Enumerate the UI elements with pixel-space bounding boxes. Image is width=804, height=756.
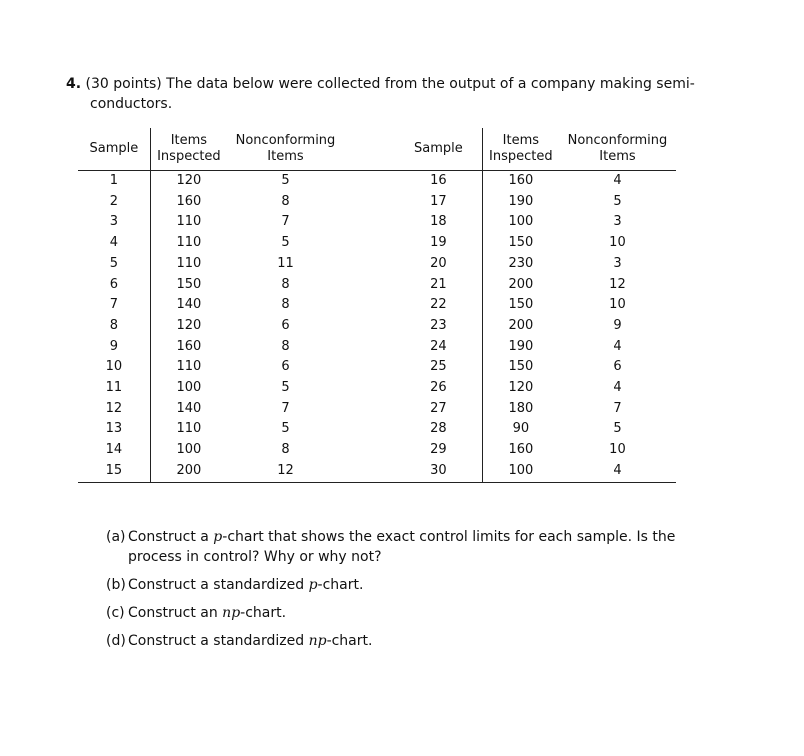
math-variable: p [213,529,223,545]
sample-cell: 11 [78,378,150,399]
items-inspected-cell: 150 [508,235,534,251]
sample-cell: 8 [78,316,150,337]
nonconforming-cell: 12 [609,276,626,292]
sample-cell: 24 [395,337,482,358]
sample-cell: 17 [395,192,482,213]
items-inspected-cell: 200 [508,276,534,292]
gap-cell [344,275,395,296]
gap-cell [344,461,395,482]
items-inspected-cell: 190 [508,338,534,354]
nonconforming-cell: 3 [613,214,622,230]
part-text: Construct a p-chart that shows the exact control limits for each sample. Is the process in control? Why or why not? [128,529,676,565]
nonconforming-cell: 7 [281,400,290,416]
table-row [78,357,676,378]
nonconforming-cell: 8 [281,276,290,292]
items-inspected-cell: 140 [176,297,202,313]
nonconforming-cell: 4 [559,461,676,482]
nonconforming-cell: 3 [613,255,622,271]
sample-cell: 2 [78,192,150,213]
sample-cell: 16 [395,171,482,192]
items-inspected-cell: 230 [508,255,534,271]
gap-cell [344,419,395,440]
gap-cell [344,316,395,337]
items-inspected-cell: 150 [508,297,534,313]
sample-cell: 20 [395,254,482,275]
items-inspected-cell: 110 [176,359,202,375]
nonconforming-cell: 5 [613,193,622,209]
nonconforming-cell: 10 [609,235,626,251]
items-inspected-cell: 160 [176,338,202,354]
header-items-inspected-2: Items Inspected [482,128,559,171]
nonconforming-cell: 8 [281,442,290,458]
part-text: Construct an np-chart. [128,605,287,621]
nonconforming-cell: 5 [281,173,290,188]
problem-number: 4. [66,76,82,92]
question-part [106,603,716,623]
math-variable: p [308,577,318,593]
header-items-inspected-1: Items Inspected [150,128,227,171]
sample-cell: 18 [395,212,482,233]
sample-cell: 21 [395,275,482,296]
question-part [106,527,716,567]
table-row [78,295,676,316]
gap-cell [344,337,395,358]
sample-cell: 13 [78,419,150,440]
sample-cell: 26 [395,378,482,399]
items-inspected-cell: 100 [482,461,559,482]
sample-cell: 1 [78,171,150,192]
sample-cell: 27 [395,399,482,420]
header-nonconforming-1: Nonconforming Items [227,128,344,171]
items-inspected-cell: 150 [508,359,534,375]
table-row [78,337,676,358]
problem-intro-line1: (30 points) The data below were collected from the output of a company making semi- [85,76,695,92]
nonconforming-cell: 5 [281,421,290,437]
nonconforming-cell: 7 [613,400,622,416]
nonconforming-cell: 6 [281,317,290,333]
nonconforming-cell: 8 [281,297,290,313]
nonconforming-cell: 12 [227,461,344,482]
items-inspected-cell: 100 [176,442,202,458]
nonconforming-cell: 10 [609,297,626,313]
items-inspected-cell: 110 [176,235,202,251]
sample-cell: 5 [78,254,150,275]
table-row [78,254,676,275]
gap-cell [344,378,395,399]
table-row [78,461,676,482]
sample-cell: 25 [395,357,482,378]
nonconforming-cell: 9 [613,317,622,333]
table-row [78,378,676,399]
gap-cell [344,295,395,316]
gap-cell [344,171,395,192]
nonconforming-cell: 10 [609,442,626,458]
table-row [78,399,676,420]
items-inspected-cell: 160 [176,193,202,209]
sample-cell: 15 [78,461,150,482]
sample-cell: 7 [78,295,150,316]
sample-cell: 29 [395,440,482,461]
gap-cell [344,212,395,233]
part-label: (a) [106,529,126,545]
table-header-row [78,128,676,171]
gap-cell [344,192,395,213]
part-text: Construct a standardized np-chart. [128,633,373,649]
question-part [106,631,716,651]
table-row [78,212,676,233]
nonconforming-cell: 8 [281,193,290,209]
sample-cell: 4 [78,233,150,254]
problem-statement [66,74,726,114]
items-inspected-cell: 160 [508,442,534,458]
items-inspected-cell: 120 [176,173,202,188]
sample-cell: 28 [395,419,482,440]
nonconforming-cell: 11 [277,255,294,271]
part-text: Construct a standardized p-chart. [128,577,364,593]
items-inspected-cell: 100 [176,380,202,396]
gap-cell [344,357,395,378]
problem-intro-line2: conductors. [90,96,173,112]
math-variable: np [308,633,327,649]
items-inspected-cell: 110 [176,214,202,230]
header-sample-2: Sample [395,128,482,171]
table-row [78,233,676,254]
sample-cell: 14 [78,440,150,461]
items-inspected-cell: 150 [176,276,202,292]
sample-cell: 23 [395,316,482,337]
sample-cell: 10 [78,357,150,378]
nonconforming-cell: 4 [613,338,622,354]
table-row [78,316,676,337]
nonconforming-cell: 4 [613,380,622,396]
items-inspected-cell: 160 [508,173,534,188]
gap-cell [344,233,395,254]
table-row [78,440,676,461]
table-row [78,275,676,296]
items-inspected-cell: 120 [508,380,534,396]
sample-cell: 9 [78,337,150,358]
nonconforming-cell: 8 [281,338,290,354]
items-inspected-cell: 200 [508,317,534,333]
part-label: (b) [106,577,126,593]
items-inspected-cell: 190 [508,193,534,209]
nonconforming-cell: 4 [613,173,622,188]
part-label: (c) [106,605,125,621]
gap-cell [344,254,395,275]
gap-cell [344,440,395,461]
header-sample-1: Sample [78,128,150,171]
sample-cell: 12 [78,399,150,420]
part-label: (d) [106,633,126,649]
gap-cell [344,399,395,420]
nonconforming-cell: 5 [281,380,290,396]
items-inspected-cell: 100 [508,214,534,230]
items-inspected-cell: 180 [508,400,534,416]
items-inspected-cell: 110 [176,255,202,271]
sample-cell: 30 [395,461,482,482]
items-inspected-cell: 200 [150,461,227,482]
nonconforming-cell: 6 [613,359,622,375]
sample-cell: 6 [78,275,150,296]
items-inspected-cell: 140 [176,400,202,416]
sample-cell: 19 [395,233,482,254]
table-row [78,192,676,213]
sample-cell: 3 [78,212,150,233]
math-variable: np [222,605,241,621]
header-nonconforming-2: Nonconforming Items [559,128,676,171]
table-body [78,171,676,483]
nonconforming-cell: 5 [613,421,622,437]
question-part [106,575,716,595]
nonconforming-cell: 7 [281,214,290,230]
nonconforming-cell: 6 [281,359,290,375]
table-row [78,419,676,440]
data-table [78,128,676,483]
nonconforming-cell: 5 [281,235,290,251]
items-inspected-cell: 120 [176,317,202,333]
items-inspected-cell: 110 [176,421,202,437]
question-parts [106,527,716,659]
sample-cell: 22 [395,295,482,316]
header-gap [344,128,395,171]
table-row [78,171,676,192]
items-inspected-cell: 90 [512,421,530,437]
